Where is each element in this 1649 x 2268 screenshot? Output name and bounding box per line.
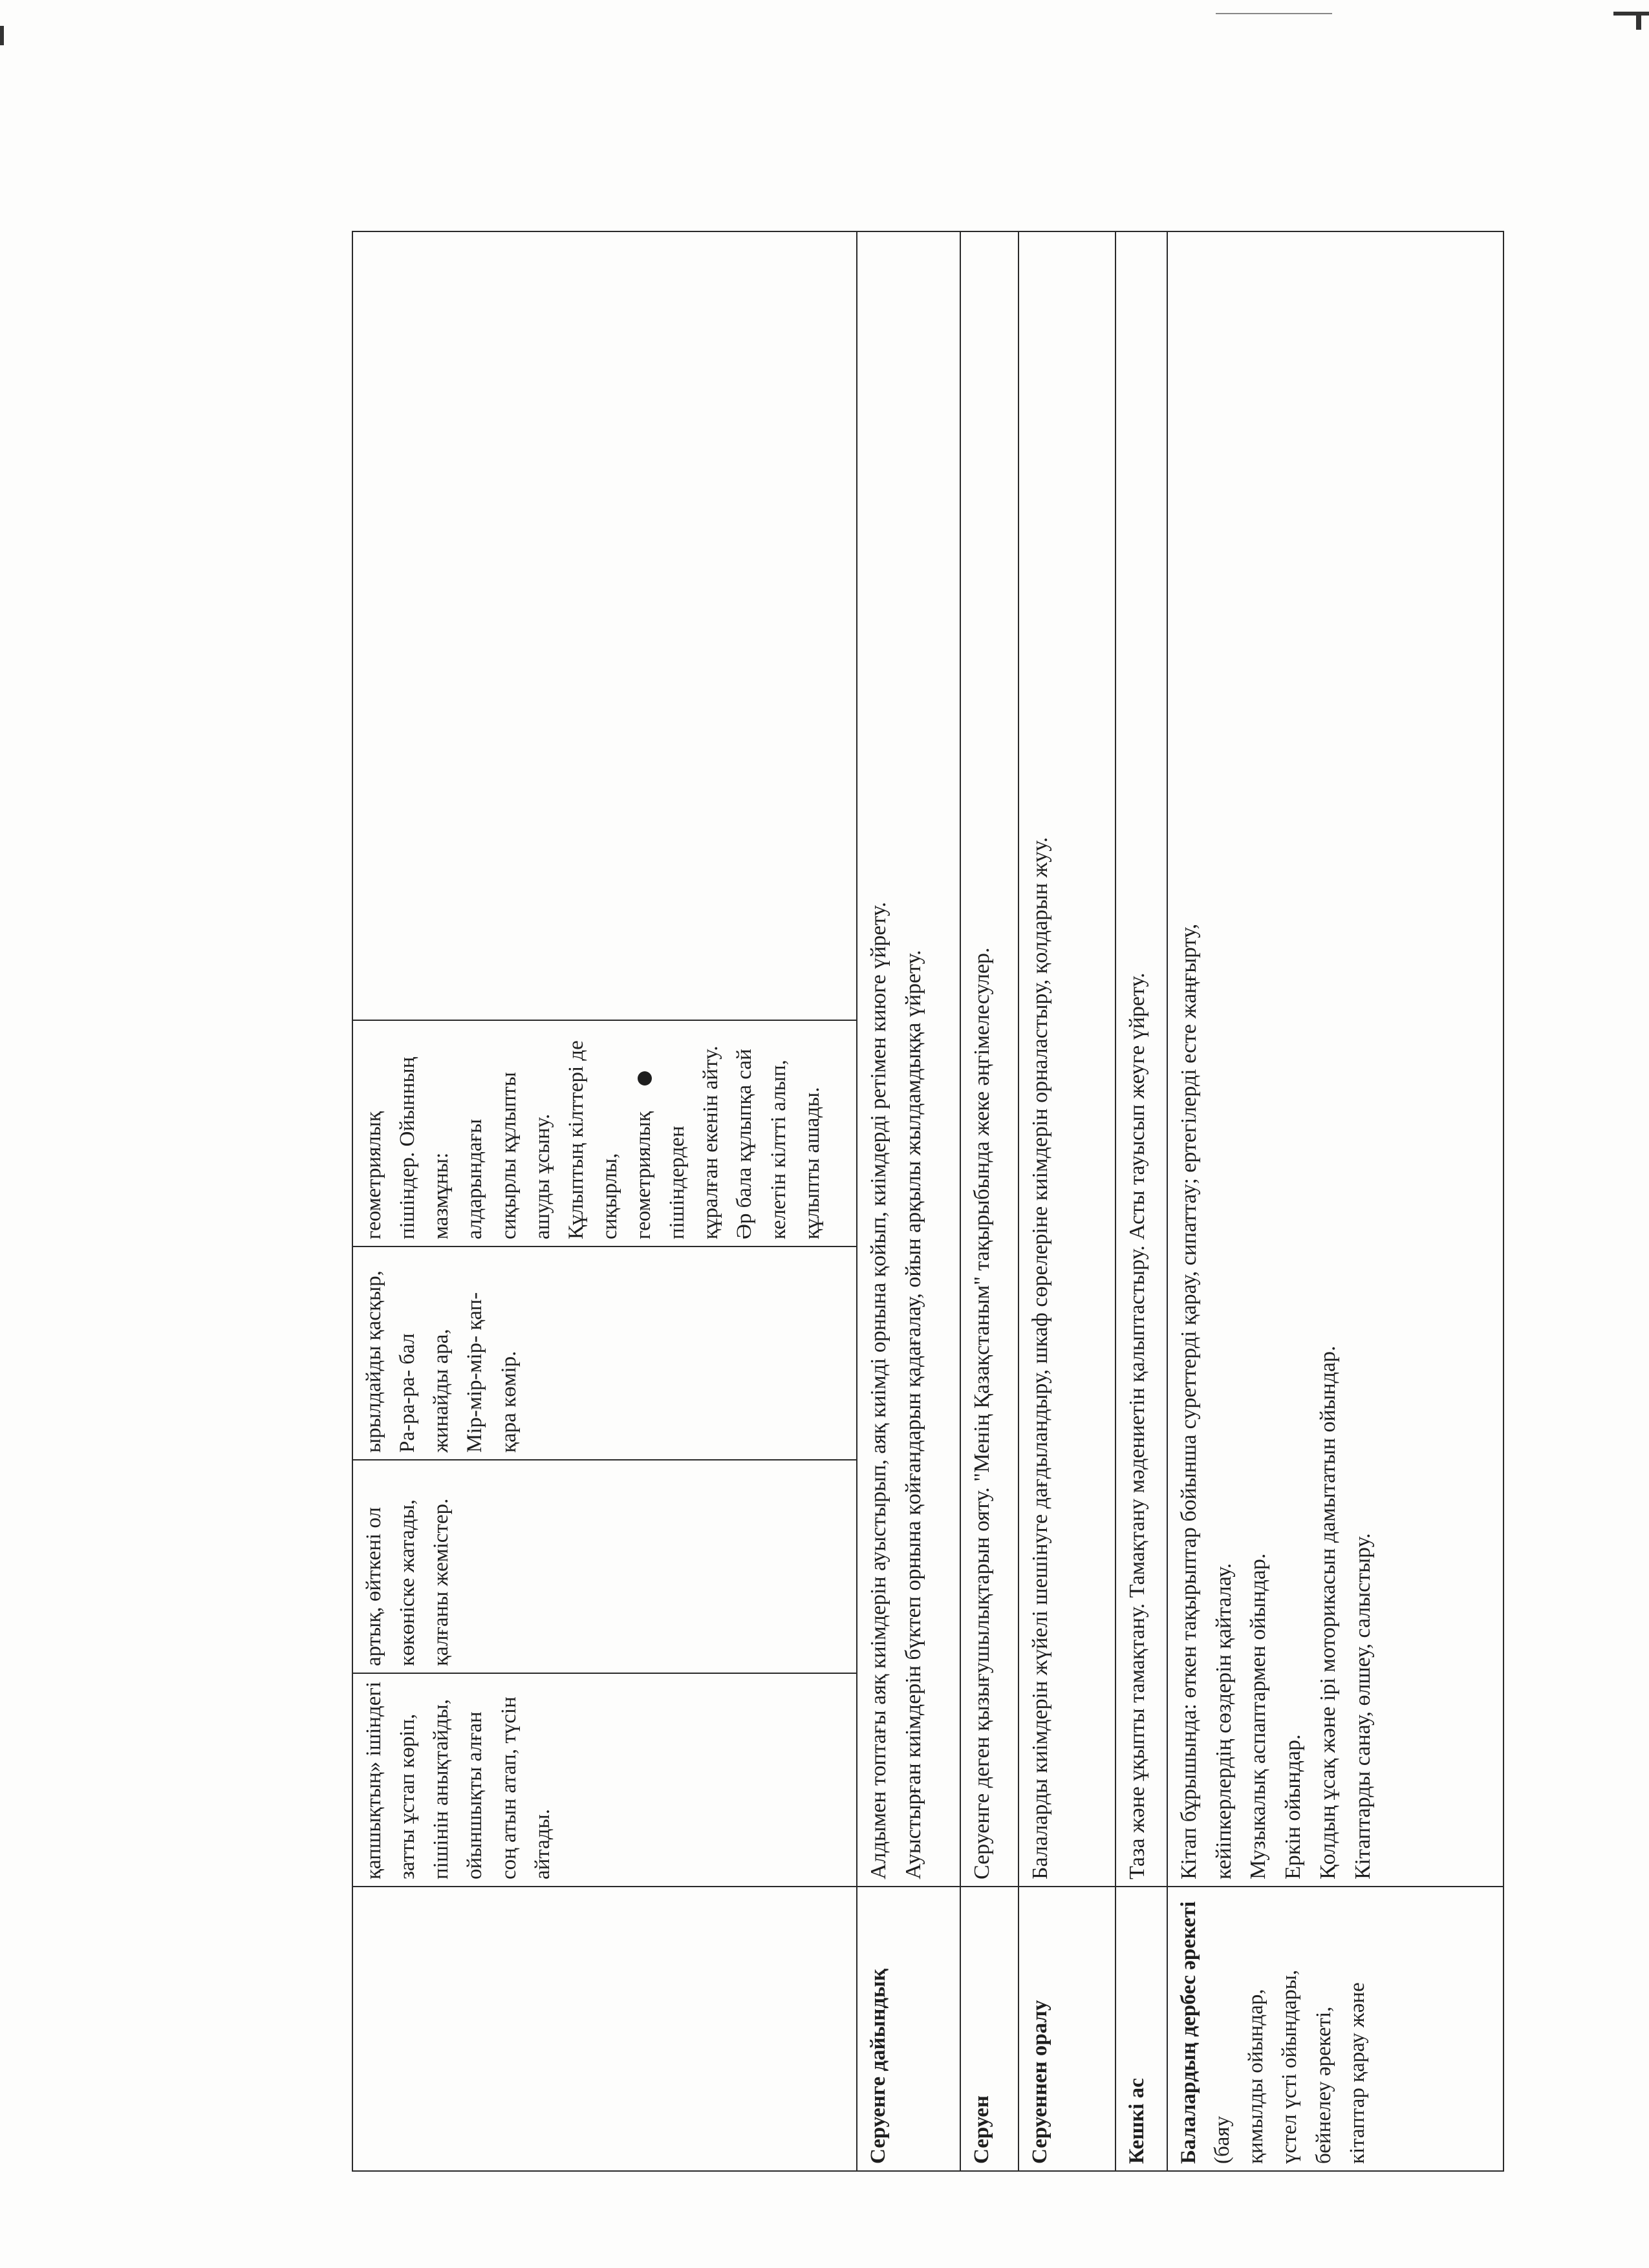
- row-content-dinner: Таза және ұқыпты тамақтану. Тамақтану мәдениетін қалыптастыру. Асты тауысып жеуге үйрету.: [1116, 231, 1167, 1887]
- row-content-free-activity: Кітап бұрышында: өткен тақырыптар бойынша суреттерді қарау, сипаттау; ертегілерді есте жаңғырту, кейіпкерлердің сөздерін қайталау. Музыкалық аспаптармен ойындар. Еркін ойындар. Қолдың ұсақ және ірі моторикасын дамытатын ойындар. Кітаптарды санау, өлшеу, салыстыру.: [1167, 231, 1503, 1887]
- continued-cell-3: артық, өйткені ол көкөніске жатады, қалғаны жемістер.: [352, 1460, 857, 1673]
- row-label-walk-prep: Серуенге дайындық: [857, 1887, 960, 2171]
- bullet-dot-mark: [638, 1071, 652, 1086]
- row-label-walk: Серуен: [960, 1887, 1018, 2171]
- continued-empty-cell: [352, 1887, 857, 2171]
- table-row-dinner: [1116, 231, 1167, 2171]
- row-label-return: Серуеннен оралу: [1018, 1887, 1116, 2171]
- continued-cell-5: геометриялық пішіндер. Ойынның мазмұны: алдарындағы сиқырлы құлыпты ашуды ұсыну. Құлыптың кілттері де сиқырлы, геометриялық пішіндерден құралған екенін айту. Әр бала құлыпқа сай келетін кілтті алып, құлыпты ашады.: [352, 1020, 857, 1246]
- scan-line-top: [1216, 13, 1332, 14]
- row-content-walk-prep: Алдымен топтағы аяқ киімдерін ауыстырып, аяқ киімді орнына қойып, киімдерді ретімен киюге үйрету. Ауыстырған киімдерін бүктеп орнына қойғандарын қадағалау, ойын арқылы жылдамдыққа үйрету.: [857, 231, 960, 1887]
- table-row-free-activity: [1167, 231, 1503, 2171]
- table-row-continued: [352, 231, 857, 2171]
- schedule-table: [352, 231, 1504, 2172]
- continued-empty-wide-cell: [352, 231, 857, 1020]
- row-content-walk: Серуенге деген қызығушылықтарын ояту. "Менің Қазақстаным" тақырыбында жеке әңгімелесулер.: [960, 231, 1018, 1887]
- table-row-walk-prep: [857, 231, 960, 2171]
- table-row-walk: [960, 231, 1018, 2171]
- row-label-dinner: Кешкі ас: [1116, 1887, 1167, 2171]
- row-label-free-activity: Балалардың дербес әрекеті (баяу қимылды ойындар, үстел үсті ойындары, бейнелеу әрекеті, кітаптар қарау және: [1167, 1887, 1503, 2171]
- continued-cell-4: ырылдайды қасқыр, Ра-ра-ра- бал жинайды ара, Мір-мір-мір- қап- қара көмір.: [352, 1246, 857, 1460]
- scan-mark-top-left: [0, 26, 4, 45]
- scan-mark-top-right: [1613, 12, 1649, 16]
- row-content-return: Балаларды киімдерін жүйелі шешінуге дағдыландыру, шкаф сөрелеріне киімдерін орналастыру, қолдарын жуу.: [1018, 231, 1116, 1887]
- table-row-return: [1018, 231, 1116, 2171]
- continued-cell-2: қапшықтың» ішіндегі затты ұстап көріп, пішінін анықтайды, ойыншықты алған соң атын атап, түсін айтады.: [352, 1673, 857, 1887]
- scan-mark-top-right-tick: [1636, 12, 1641, 30]
